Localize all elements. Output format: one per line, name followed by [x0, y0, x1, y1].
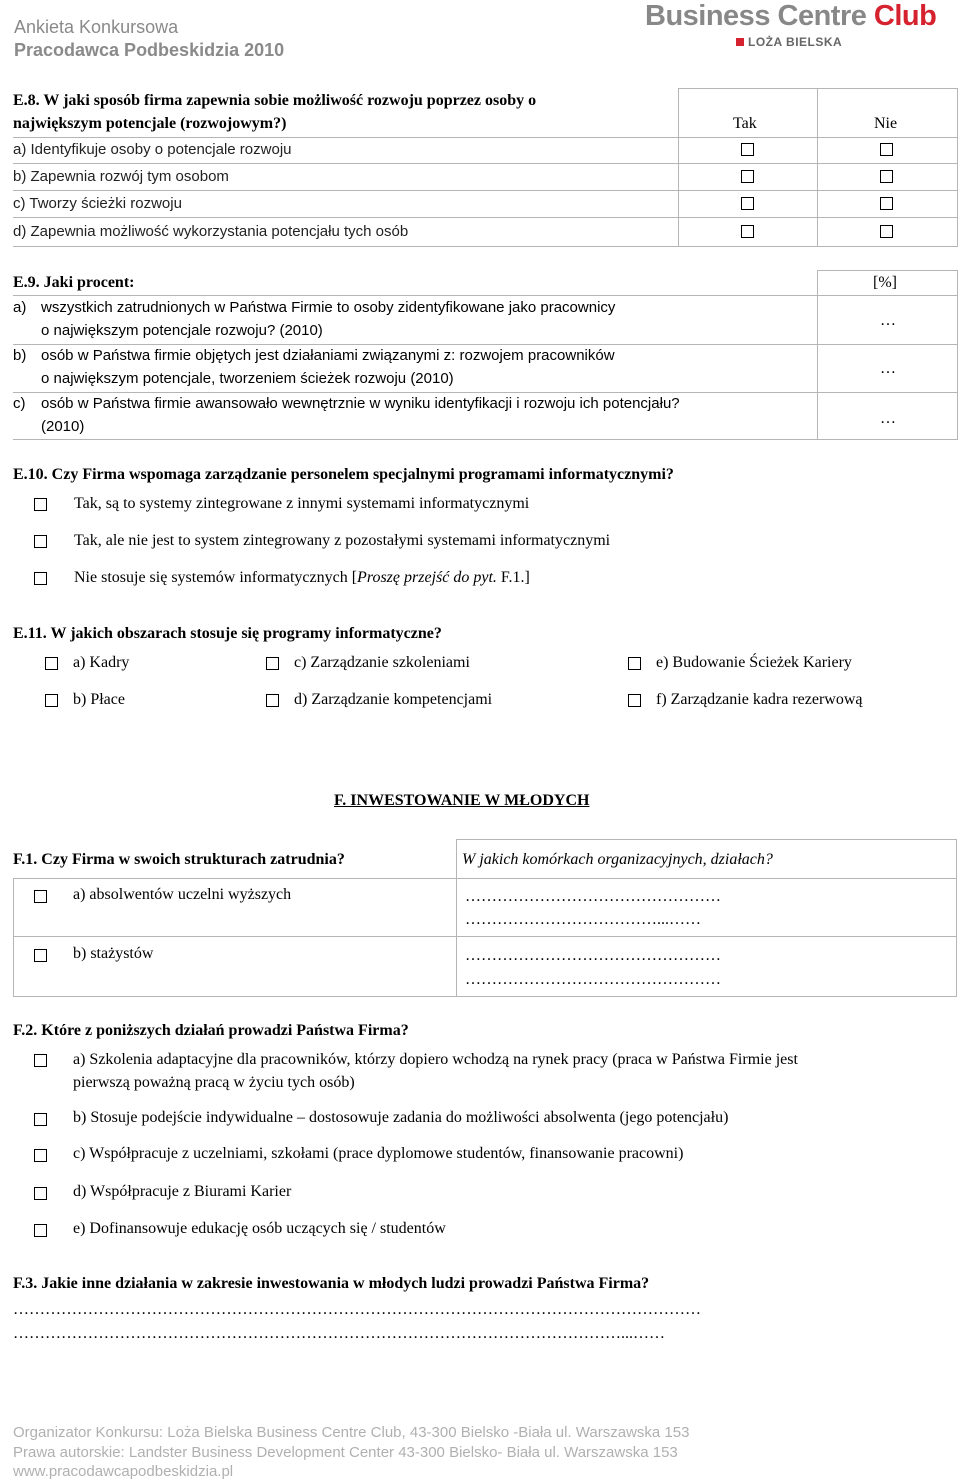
e8-row-d: d) Zapewnia możliwość wykorzystania potencjału tych osób: [13, 223, 409, 240]
f2-c-checkbox[interactable]: [34, 1149, 47, 1162]
e8-d-no-checkbox[interactable]: [880, 225, 893, 238]
f1-a-answer-line1[interactable]: …………………………………………: [465, 888, 721, 905]
e8-d-yes-checkbox[interactable]: [741, 225, 754, 238]
e11-d-checkbox[interactable]: [266, 694, 279, 707]
f2-d-checkbox[interactable]: [34, 1187, 47, 1200]
e8-question: E.8. W jaki sposób firma zapewnia sobie możliwość rozwoju poprzez osoby o: [13, 92, 537, 109]
footer-website-link[interactable]: www.pracodawcapodbeskidzia.pl: [13, 1463, 234, 1480]
e10-opt2-label: Tak, ale nie jest to system zintegrowany z pozostałymi systemami informatycznymi: [74, 532, 611, 549]
f2-e-checkbox[interactable]: [34, 1224, 47, 1237]
e9-c-text: osób w Państwa firmie awansowało wewnętrznie w wyniku identyfikacji i rozwoju ich potencjału?: [41, 395, 680, 412]
f1-a-answer-line2[interactable]: ………………………………...……: [465, 911, 701, 928]
f2-e-label: e) Dofinansowuje edukację osób uczących się / studentów: [73, 1220, 446, 1237]
e9-unit: [%]: [873, 274, 897, 291]
logo-sub-text: LOŻA BIELSKA: [748, 35, 843, 49]
e8-b-yes-checkbox[interactable]: [741, 170, 754, 183]
e9-b-value[interactable]: …: [880, 360, 896, 377]
f1-question: F.1. Czy Firma w swoich strukturach zatrudnia?: [13, 851, 345, 868]
e10-opt1-label: Tak, są to systemy zintegrowane z innymi systemami informatycznymi: [74, 495, 530, 512]
footer-copyright: Prawa autorskie: Landster Business Development Center 43-300 Bielsko- Biała ul. Warszawska 153: [13, 1444, 678, 1461]
e11-f-checkbox[interactable]: [628, 694, 641, 707]
e9-b-text-cont: o największym potencjale, tworzeniem ścieżek rozwoju (2010): [41, 370, 454, 387]
f1-b-checkbox[interactable]: [34, 949, 47, 962]
e10-question: E.10. Czy Firma wspomaga zarządzanie personelem specjalnymi programami informatycznymi?: [13, 466, 674, 483]
bcc-logo: [645, 0, 936, 33]
e8-c-yes-checkbox[interactable]: [741, 197, 754, 210]
e11-e-label: e) Budowanie Ścieżek Kariery: [656, 654, 852, 671]
f2-a-label: a) Szkolenia adaptacyjne dla pracowników, którzy dopiero wchodzą na rynek pracy (praca w Państwa Firmie jest: [73, 1051, 798, 1068]
e11-b-checkbox[interactable]: [45, 694, 58, 707]
e9-a-text: wszystkich zatrudnionych w Państwa Firmie to osoby zidentyfikowane jako pracownicy: [41, 299, 616, 316]
e9-a-label: a): [13, 299, 27, 316]
f2-d-label: d) Współpracuje z Biurami Karier: [73, 1183, 292, 1200]
e9-b-text: osób w Państwa firmie objętych jest działaniami związanymi z: rozwojem pracowników: [41, 347, 615, 364]
e11-f-label: f) Zarządzanie kadra rezerwową: [656, 691, 863, 708]
e11-a-checkbox[interactable]: [45, 657, 58, 670]
e9-a-text-cont: o największym potencjale rozwoju? (2010): [41, 322, 323, 339]
footer-organizer: Organizator Konkursu: Loża Bielska Business Centre Club, 43-300 Bielsko -Biała ul. Warszawska 153: [13, 1424, 690, 1441]
e9-a-value[interactable]: …: [880, 312, 896, 329]
f2-b-checkbox[interactable]: [34, 1113, 47, 1126]
e8-row-a: a) Identyfikuje osoby o potencjale rozwoju: [13, 141, 292, 158]
e8-b-no-checkbox[interactable]: [880, 170, 893, 183]
e11-e-checkbox[interactable]: [628, 657, 641, 670]
f3-question: F.3. Jakie inne działania w zakresie inwestowania w młodych ludzi prowadzi Państwa Firma?: [13, 1275, 650, 1292]
logo-subtitle: [736, 35, 842, 49]
logo-text: Business Centre: [645, 0, 874, 32]
section-f-title: F. INWESTOWANIE W MŁODYCH: [334, 792, 590, 809]
e8-a-no-checkbox[interactable]: [880, 143, 893, 156]
header-subtitle: Pracodawca Podbeskidzia 2010: [14, 40, 285, 60]
logo-club-text: Club: [873, 0, 937, 32]
f1-b-answer-line1[interactable]: …………………………………………: [465, 947, 721, 964]
e11-c-label: c) Zarządzanie szkoleniami: [294, 654, 470, 671]
e9-c-label: c): [13, 395, 26, 412]
e10-opt3-ref: F.1.]: [496, 569, 530, 586]
e11-d-label: d) Zarządzanie kompetencjami: [294, 691, 493, 708]
e11-a-label: a) Kadry: [73, 654, 130, 671]
e8-c-no-checkbox[interactable]: [880, 197, 893, 210]
e8-row-b: b) Zapewnia rozwój tym osobom: [13, 168, 229, 185]
f3-answer-line1[interactable]: …………………………………………………………………………………………………………………: [13, 1301, 701, 1318]
e10-opt3-label: [74, 569, 530, 587]
f2-b-label: b) Stosuje podejście indywidualne – dostosowuje zadania do możliwości absolwenta (jego potencjału): [73, 1109, 729, 1126]
e11-b-label: b) Płace: [73, 691, 125, 708]
e8-col-no: Nie: [874, 115, 898, 132]
f2-question: F.2. Które z poniższych działań prowadzi Państwa Firma?: [13, 1022, 409, 1039]
f2-c-label: c) Współpracuje z uczelniami, szkołami (prace dyplomowe studentów, finansowanie pracowni): [73, 1145, 684, 1162]
f1-question-2: W jakich komórkach organizacyjnych, działach?: [462, 851, 773, 868]
f1-b-answer-line2[interactable]: …………………………………………: [465, 971, 721, 988]
logo-square-icon: [736, 38, 744, 46]
f3-answer-line2[interactable]: ……………………………………………………………………………………………………...……: [13, 1325, 665, 1342]
e11-question: E.11. W jakich obszarach stosuje się programy informatyczne?: [13, 625, 442, 642]
f1-a-checkbox[interactable]: [34, 890, 47, 903]
e9-question: E.9. Jaki procent:: [13, 274, 135, 291]
e9-c-value[interactable]: …: [880, 410, 896, 427]
f1-a-label: a) absolwentów uczelni wyższych: [73, 886, 292, 903]
e8-question-cont: największym potencjale (rozwojowym?): [13, 115, 287, 132]
e10-opt2-checkbox[interactable]: [34, 535, 47, 548]
e10-opt1-checkbox[interactable]: [34, 498, 47, 511]
e8-col-yes: Tak: [733, 115, 757, 132]
e8-row-c: c) Tworzy ścieżki rozwoju: [13, 195, 182, 212]
header-title: Ankieta Konkursowa: [14, 17, 179, 37]
f1-b-label: b) stażystów: [73, 945, 154, 962]
e10-opt3-checkbox[interactable]: [34, 572, 47, 585]
e11-c-checkbox[interactable]: [266, 657, 279, 670]
e10-opt3-text: Nie stosuje się systemów informatycznych [: [74, 569, 358, 586]
e9-c-text-cont: (2010): [41, 418, 85, 435]
e8-a-yes-checkbox[interactable]: [741, 143, 754, 156]
e10-opt3-instruction: Proszę przejść do pyt.: [357, 569, 497, 586]
f2-a-checkbox[interactable]: [34, 1054, 47, 1067]
e9-b-label: b): [13, 347, 27, 364]
f2-a-label-cont: pierwszą poważną pracą w życiu tych osób): [73, 1074, 355, 1091]
